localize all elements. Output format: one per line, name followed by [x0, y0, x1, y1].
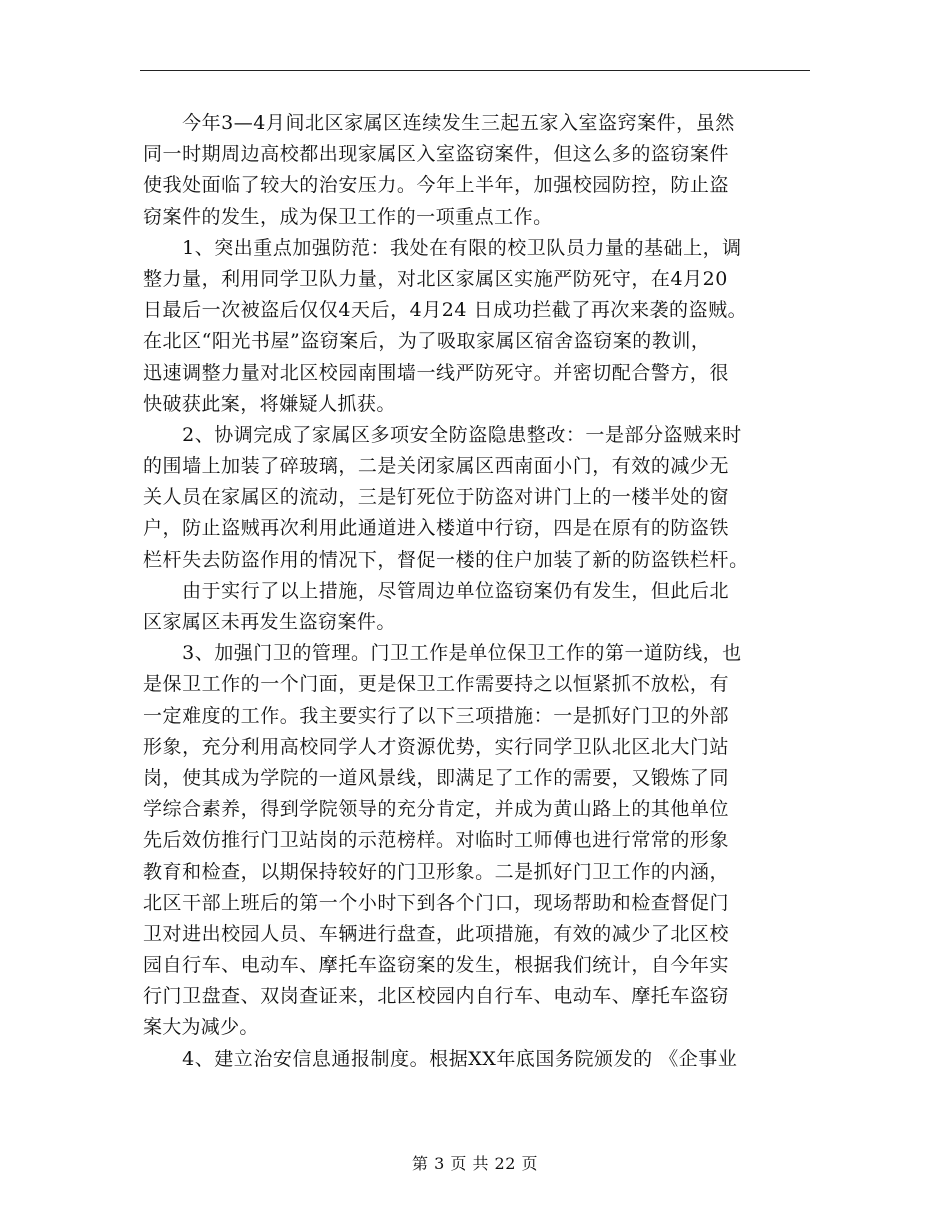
text-line: 卫对进出校园人员、车辆进行盘查，此项措施，有效的减少了北区校 [143, 922, 730, 945]
text-line: 是保卫工作的一个门面，更是保卫工作需要持之以恒紧抓不放松，有 [143, 673, 730, 696]
text-line: 北区干部上班后的第一个小时下到各个门口，现场帮助和检查督促门 [143, 891, 730, 914]
text-line: 教育和检查，以期保持较好的门卫形象。二是抓好门卫工作的内涵， [143, 860, 730, 883]
text-line: 窃案件的发生，成为保卫工作的一项重点工作。 [143, 205, 553, 228]
text-line: 整力量，利用同学卫队力量，对北区家属区实施严防死守，在4月20 [143, 267, 728, 290]
text-line: 案大为减少。 [143, 1016, 259, 1039]
text-line: 园自行车、电动车、摩托车盗窃案的发生，根据我们统计，自今年实 [143, 954, 730, 977]
document-body [143, 108, 815, 1075]
page-footer [0, 1153, 950, 1175]
text-line: 2、协调完成了家属区多项安全防盗隐患整改：一是部分盗贼来时 [143, 423, 742, 446]
text-line: 形象，充分利用高校同学人才资源优势，实行同学卫队北区北大门站 [143, 735, 730, 758]
text-line: 栏杆失去防盗作用的情况下，督促一楼的住户加装了新的防盗铁栏杆。 [143, 548, 749, 571]
text-line: 户，防止盗贼再次利用此通道进入楼道中行窃，四是在原有的防盗铁 [143, 517, 730, 540]
text-line: 由于实行了以上措施，尽管周边单位盗窃案仍有发生，但此后北 [143, 579, 730, 602]
text-line: 先后效仿推行门卫站岗的示范榜样。对临时工师傅也进行常常的形象 [143, 829, 730, 852]
text-line: 3、加强门卫的管理。门卫工作是单位保卫工作的第一道防线，也 [143, 642, 742, 665]
text-line: 使我处面临了较大的治安压力。今年上半年，加强校园防控，防止盗 [143, 174, 730, 197]
text-line: 日最后一次被盗后仅仅4天后，4月24 日成功拦截了再次来袭的盗贼。 [143, 299, 748, 322]
text-line: 快破获此案，将嫌疑人抓获。 [143, 392, 396, 415]
text-line: 行门卫盘查、双岗查证来，北区校园内自行车、电动车、摩托车盗窃 [143, 985, 730, 1008]
text-line: 在北区“阳光书屋”盗窃案后，为了吸取家属区宿舍盗窃案的教训， [143, 330, 711, 353]
text-line: 岗，使其成为学院的一道风景线，即满足了工作的需要，又锻炼了同 [143, 766, 730, 789]
text-line: 同一时期周边高校都出现家属区入室盗窃案件，但这么多的盗窃案件 [143, 143, 730, 166]
header-rule [140, 70, 810, 71]
text-line: 4、建立治安信息通报制度。根据XX年底国务院颁发的 《企事业 [143, 1047, 738, 1070]
text-line: 1、突出重点加强防范：我处在有限的校卫队员力量的基础上，调 [143, 236, 742, 259]
text-line: 一定难度的工作。我主要实行了以下三项措施：一是抓好门卫的外部 [143, 704, 730, 727]
text-line: 迅速调整力量对北区校园南围墙一线严防死守。并密切配合警方，很 [143, 361, 730, 384]
text-line: 的围墙上加装了碎玻璃，二是关闭家属区西南面小门，有效的减少无 [143, 455, 730, 478]
text-line: 学综合素养，得到学院领导的充分肯定，并成为黄山路上的其他单位 [143, 798, 730, 821]
page-number: 第 3 页 共 22 页 [412, 1154, 538, 1173]
text-line: 区家属区未再发生盗窃案件。 [143, 611, 396, 633]
text-line: 今年3—4月间北区家属区连续发生三起五家入室盗窍案件，虽然 [143, 112, 735, 134]
text-line: 关人员在家属区的流动，三是钉死位于防盗对讲门上的一楼半处的窗 [143, 486, 730, 509]
